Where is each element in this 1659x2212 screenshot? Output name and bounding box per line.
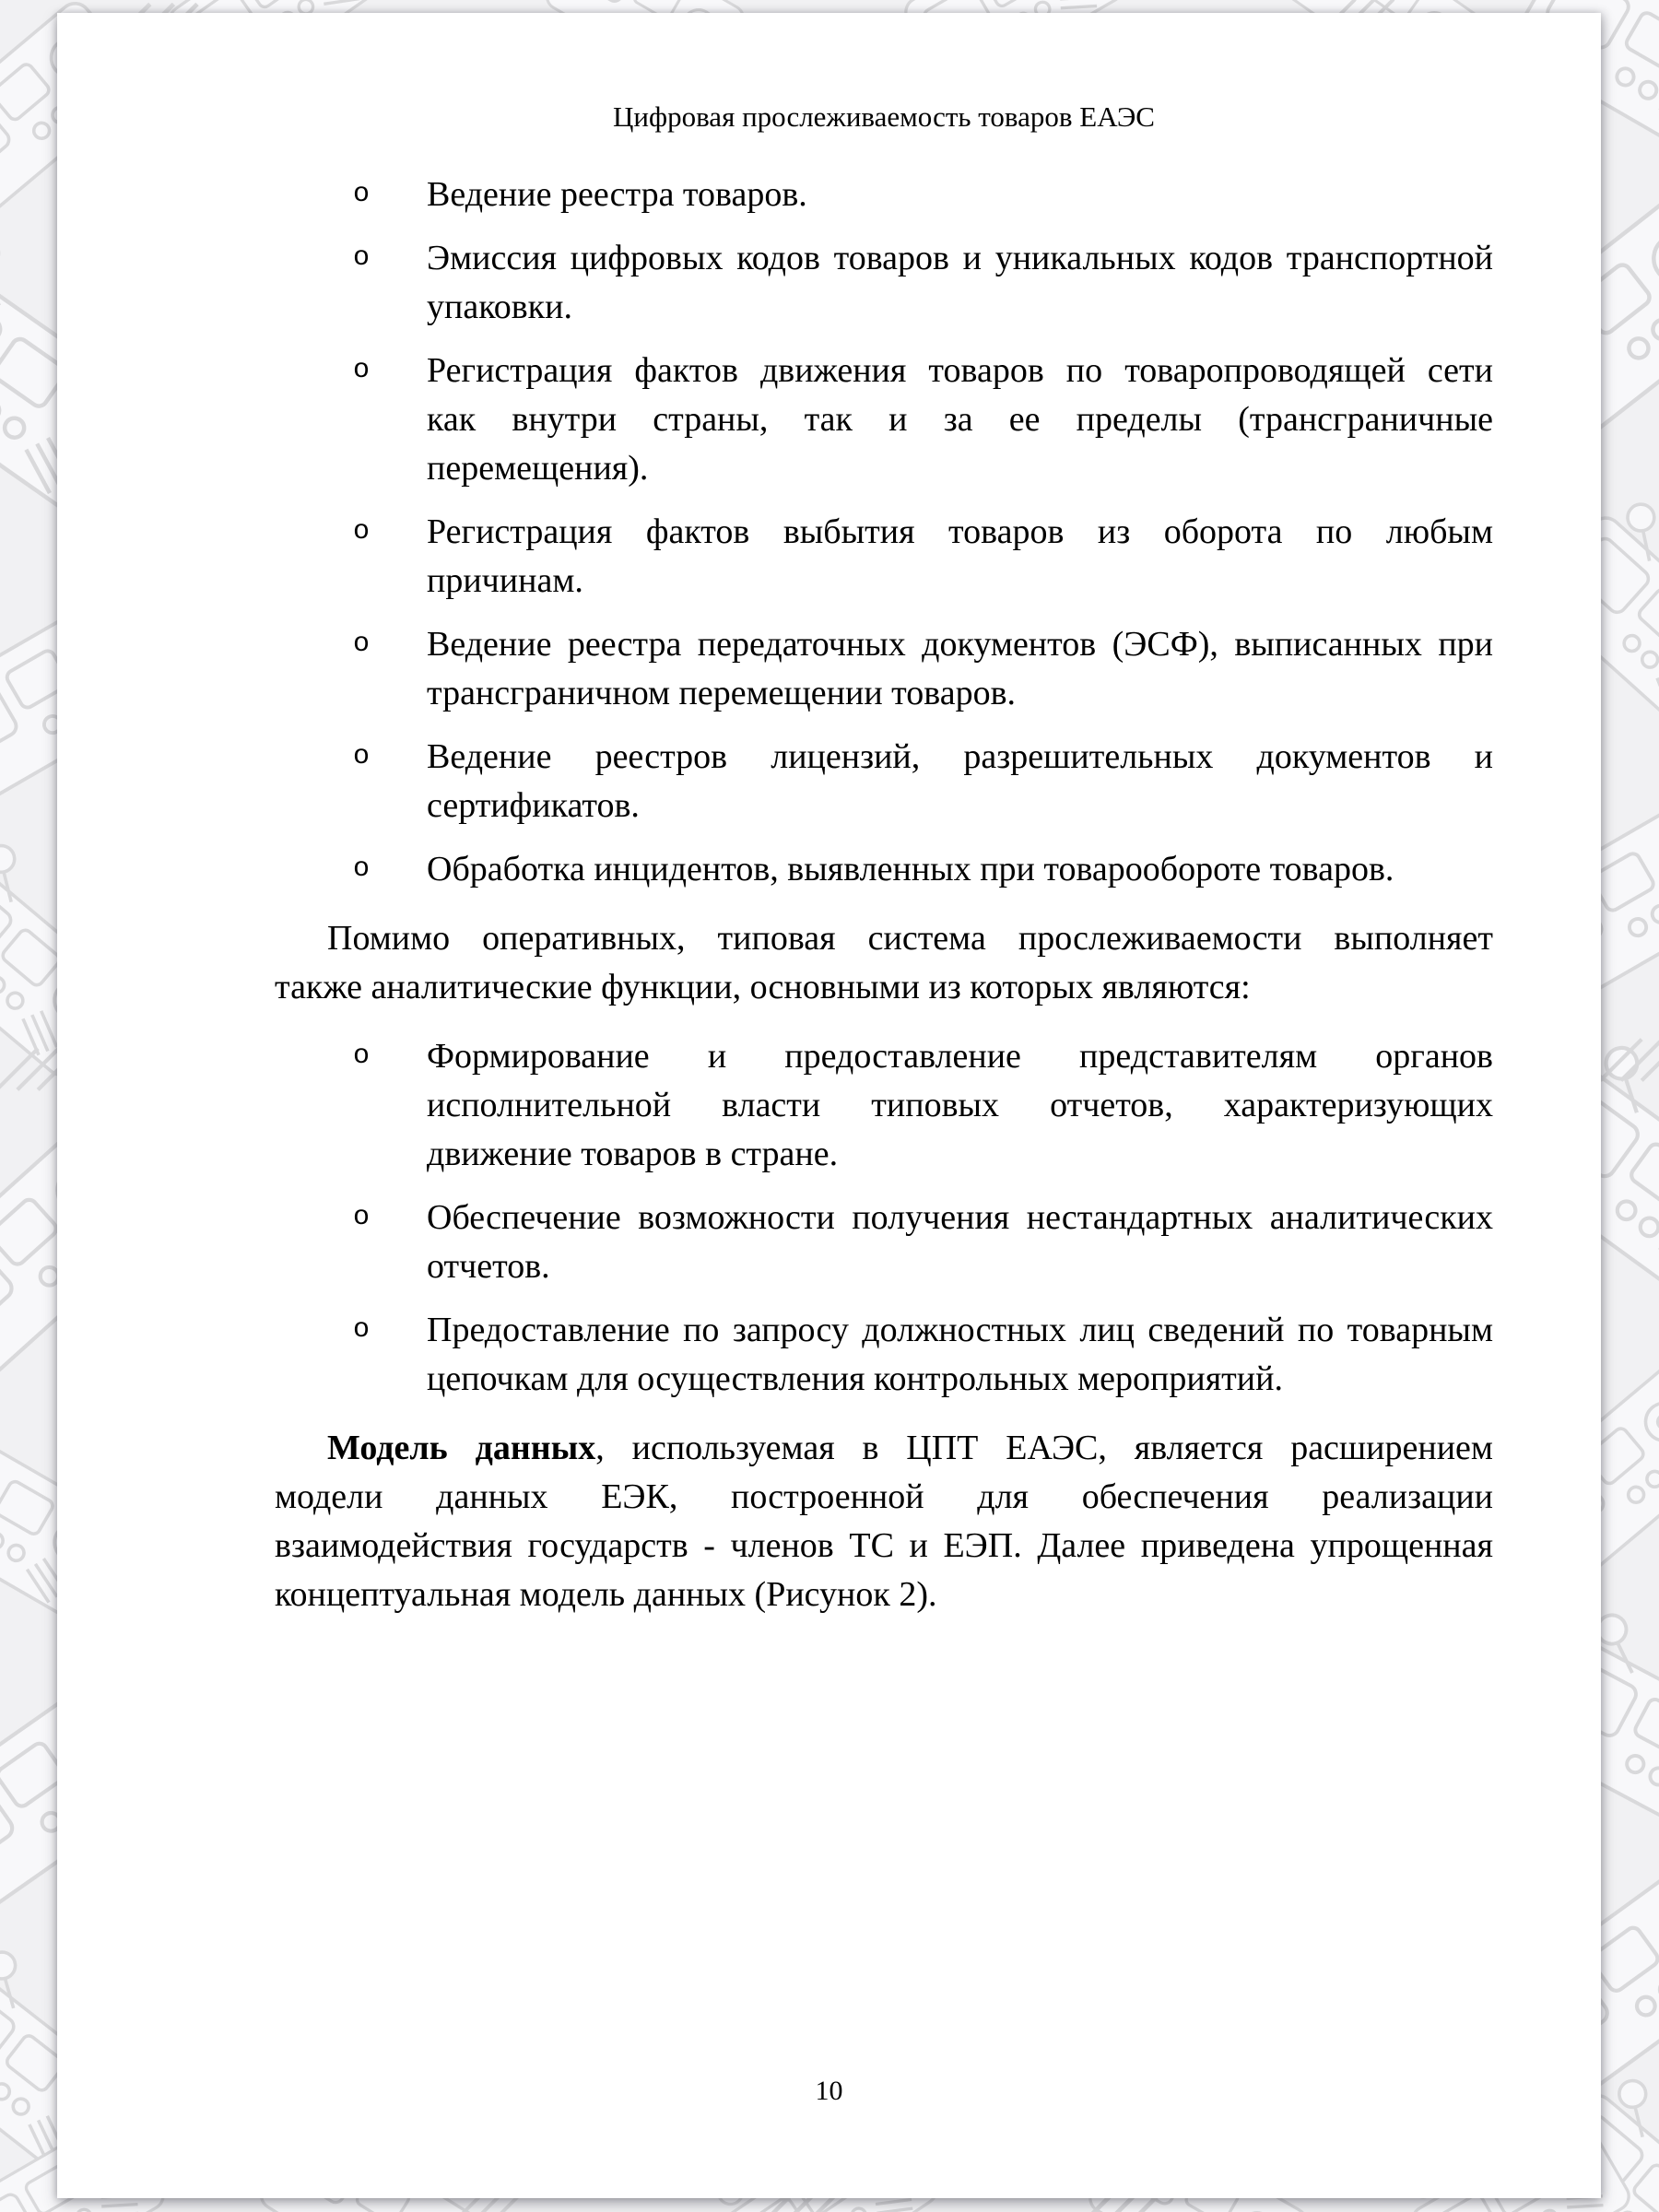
text-line: Регистрация фактов выбытия товаров из оборота по любым	[427, 512, 1493, 551]
text-line	[275, 1424, 1493, 1473]
text-line: также аналитические функции, основными из которых являются:	[275, 968, 1251, 1006]
text-line: сертификатов.	[427, 786, 640, 825]
text-line: концептуальная модель данных (Рисунок 2).	[275, 1575, 937, 1614]
text-line: движение товаров в стране.	[427, 1135, 839, 1173]
list-bullet: o	[353, 629, 371, 660]
list-item	[275, 845, 1493, 894]
text-block	[275, 99, 1493, 1619]
list-bullet: o	[353, 355, 371, 386]
page-number: 10	[815, 2076, 843, 2106]
text-line: перемещения).	[427, 449, 649, 488]
line-rest: , используемая в ЦПТ ЕАЭС, является расширением	[595, 1429, 1493, 1467]
bold-lead: Модель данных	[327, 1429, 596, 1467]
text-line: Эмиссия цифровых кодов товаров и уникальных кодов транспортной	[427, 239, 1493, 277]
list-bullet: o	[353, 179, 371, 210]
text-line: причинам.	[427, 561, 583, 600]
list-item	[275, 508, 1493, 606]
operational-functions-list	[275, 171, 1493, 894]
running-header: Цифровая прослеживаемость товаров ЕАЭС	[613, 100, 1155, 133]
text-line: Ведение реестра товаров.	[427, 175, 807, 214]
text-line: Предоставление по запросу должностных лиц сведений по товарным	[427, 1311, 1493, 1349]
text-line: модели данных ЕЭК, построенной для обеспечения реализации	[275, 1477, 1493, 1516]
text-line: взаимодействия государств - членов ТС и ЕЭП. Далее приведена упрощенная	[275, 1526, 1493, 1565]
list-bullet: o	[353, 1202, 371, 1233]
list-item	[275, 620, 1493, 718]
analytics-functions-list	[275, 1032, 1493, 1404]
text-line: Ведение реестра передаточных документов (ЭСФ), выписанных при	[427, 625, 1493, 664]
list-item	[275, 347, 1493, 493]
text-line: отчетов.	[427, 1247, 550, 1286]
text-line: цепочкам для осуществления контрольных мероприятий.	[427, 1359, 1283, 1398]
paragraph-analytics-intro	[275, 914, 1493, 1012]
paragraph-data-model	[275, 1424, 1493, 1619]
list-bullet: o	[353, 242, 371, 274]
list-bullet: o	[353, 741, 371, 772]
list-bullet: o	[353, 1041, 371, 1072]
text-line: Обработка инцидентов, выявленных при товарообороте товаров.	[427, 850, 1394, 888]
list-bullet: o	[353, 853, 371, 885]
list-bullet: o	[353, 1314, 371, 1346]
list-item	[275, 1194, 1493, 1291]
text-line: Ведение реестров лицензий, разрешительных документов и	[427, 737, 1493, 776]
text-line: исполнительной власти типовых отчетов, характеризующих	[427, 1086, 1493, 1124]
list-bullet: o	[353, 516, 371, 547]
text-line: Регистрация фактов движения товаров по товаропроводящей сети	[427, 351, 1493, 390]
list-item	[275, 1032, 1493, 1179]
list-item	[275, 733, 1493, 830]
list-item	[275, 1306, 1493, 1404]
list-item	[275, 171, 1493, 219]
text-line: Обеспечение возможности получения нестандартных аналитических	[427, 1198, 1493, 1237]
text-line: упаковки.	[427, 288, 572, 326]
list-item	[275, 234, 1493, 332]
text-line: как внутри страны, так и за ее пределы (трансграничные	[427, 400, 1493, 439]
text-line: Помимо оперативных, типовая система прослеживаемости выполняет	[327, 919, 1493, 958]
text-line: трансграничном перемещении товаров.	[427, 674, 1017, 712]
document-page	[57, 13, 1601, 2198]
text-line: Формирование и предоставление представителям органов	[427, 1037, 1493, 1076]
